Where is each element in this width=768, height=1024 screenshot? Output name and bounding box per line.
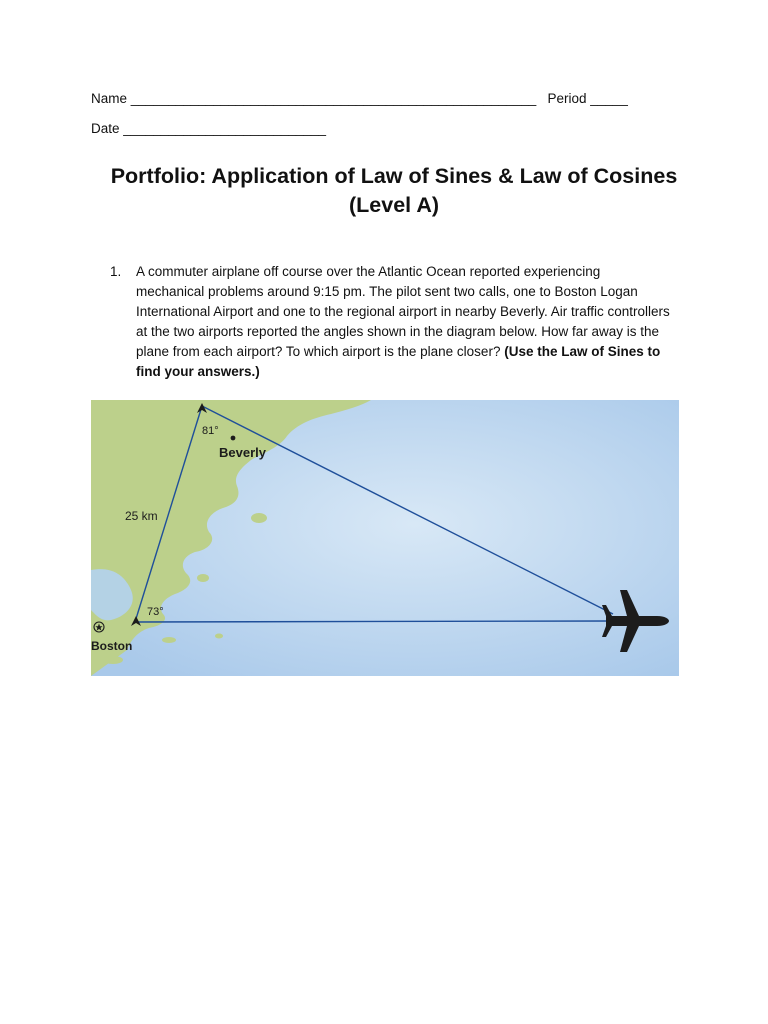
angle-beverly-label: 81° bbox=[202, 425, 219, 437]
name-line bbox=[91, 91, 628, 106]
town-dot-icon bbox=[231, 436, 236, 441]
question-text: A commuter airplane off course over the Atlantic Ocean reported experiencing mechanical problems around 9:15 pm. The pilot sent two calls, one to Boston Logan International Airport and one to the regional airport in nearby Beverly. Air traffic controllers at the two airports reported the angles shown in the diagram below. How far away is the plane from each airport? To which airport is the plane closer? bbox=[136, 264, 670, 359]
triangle-diagram bbox=[91, 400, 679, 676]
title-line-2: (Level A) bbox=[349, 193, 439, 217]
island bbox=[251, 513, 267, 523]
date-field[interactable]: ___________________________ bbox=[123, 121, 327, 136]
name-field[interactable]: ______________________________________________________ bbox=[130, 91, 537, 106]
island bbox=[197, 574, 209, 582]
angle-boston-label: 73° bbox=[147, 606, 164, 618]
period-field[interactable]: _____ bbox=[590, 91, 628, 106]
question-1 bbox=[110, 262, 670, 382]
page-title bbox=[60, 162, 728, 220]
beverly-label: Beverly bbox=[219, 445, 266, 460]
name-label: Name bbox=[91, 91, 128, 106]
distance-label: 25 km bbox=[125, 509, 158, 523]
question-body bbox=[136, 262, 670, 382]
side-boston-plane bbox=[135, 621, 613, 622]
question-number: 1. bbox=[110, 264, 122, 279]
map-svg bbox=[91, 400, 679, 676]
date-label: Date bbox=[91, 121, 120, 136]
island bbox=[162, 637, 176, 643]
boston-label: Boston bbox=[91, 639, 133, 653]
island bbox=[215, 634, 223, 639]
period-label: Period bbox=[547, 91, 587, 106]
island bbox=[103, 656, 123, 664]
date-line bbox=[91, 121, 326, 136]
question-instruction: (Use the Law of Sines to find your answers.) bbox=[136, 344, 661, 379]
title-line-1: Portfolio: Application of Law of Sines & Law of Cosines bbox=[110, 164, 678, 188]
